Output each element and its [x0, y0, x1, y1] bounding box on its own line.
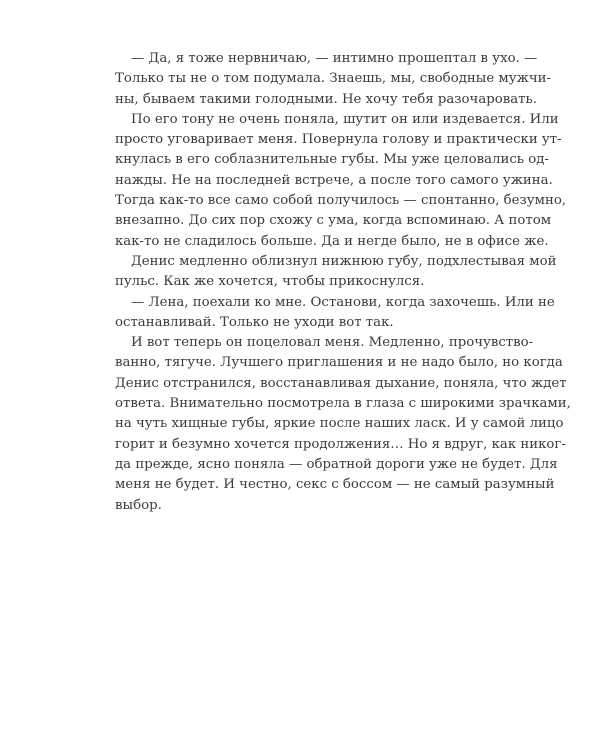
text-line: Денис отстранился, восстанавливая дыхание, поняла, что ждет — [115, 375, 567, 391]
body-text — [115, 49, 571, 516]
text-line: выбор. — [115, 497, 162, 513]
text-line: ванно, тягуче. Лучшего приглашения и не надо было, но когда — [115, 355, 563, 371]
paragraph — [115, 293, 555, 334]
text-line: да прежде, ясно поняла — обратной дороги уже не будет. Для — [115, 456, 558, 472]
text-line: — Лена, поехали ко мне. Останови, когда захочешь. Или не — [131, 294, 555, 310]
paragraph — [115, 49, 551, 110]
text-line: По его тону не очень поняла, шутит он или издевается. Или — [131, 111, 559, 127]
text-line: как-то не сладилось больше. Да и негде было, не в офисе же. — [115, 233, 549, 249]
text-line: на чуть хищные губы, яркие после наших ласк. И у самой лицо — [115, 416, 564, 432]
text-line: ны, бываем такими голодными. Не хочу тебя разочаровать. — [115, 91, 537, 107]
text-line: останавливай. Только не уходи вот так. — [115, 314, 394, 330]
text-line: Только ты не о том подумала. Знаешь, мы, свободные мужчи- — [115, 71, 551, 87]
text-line: горит и безумно хочется продолжения… Но я вдруг, как никог- — [115, 436, 566, 452]
paragraph — [115, 252, 557, 293]
text-line: И вот теперь он поцеловал меня. Медленно, прочувство- — [131, 335, 534, 351]
text-line: — Да, я тоже нервничаю, — интимно прошептал в ухо. — — [131, 51, 538, 66]
paragraph — [115, 333, 571, 516]
paragraph — [115, 110, 567, 252]
text-line: пульс. Как же хочется, чтобы прикоснулся. — [115, 274, 425, 290]
text-line: ответа. Внимательно посмотрела в глаза с широкими зрачками, — [115, 396, 571, 412]
text-line: кнулась в его соблазнительные губы. Мы уже целовались од- — [115, 152, 549, 168]
text-line: просто уговаривает меня. Повернула голову и практически ут- — [115, 132, 562, 148]
text-line: нажды. Не на последней встрече, а после того самого ужина. — [115, 172, 553, 188]
text-line: Тогда как-то все само собой получилось — спонтанно, безумно, — [115, 193, 567, 209]
text-line: меня не будет. И честно, секс с боссом — не самый разумный — [115, 477, 555, 493]
text-line: внезапно. До сих пор схожу с ума, когда вспоминаю. А потом — [115, 213, 552, 229]
text-line: Денис медленно облизнул нижнюю губу, подхлестывая мой — [131, 253, 557, 269]
